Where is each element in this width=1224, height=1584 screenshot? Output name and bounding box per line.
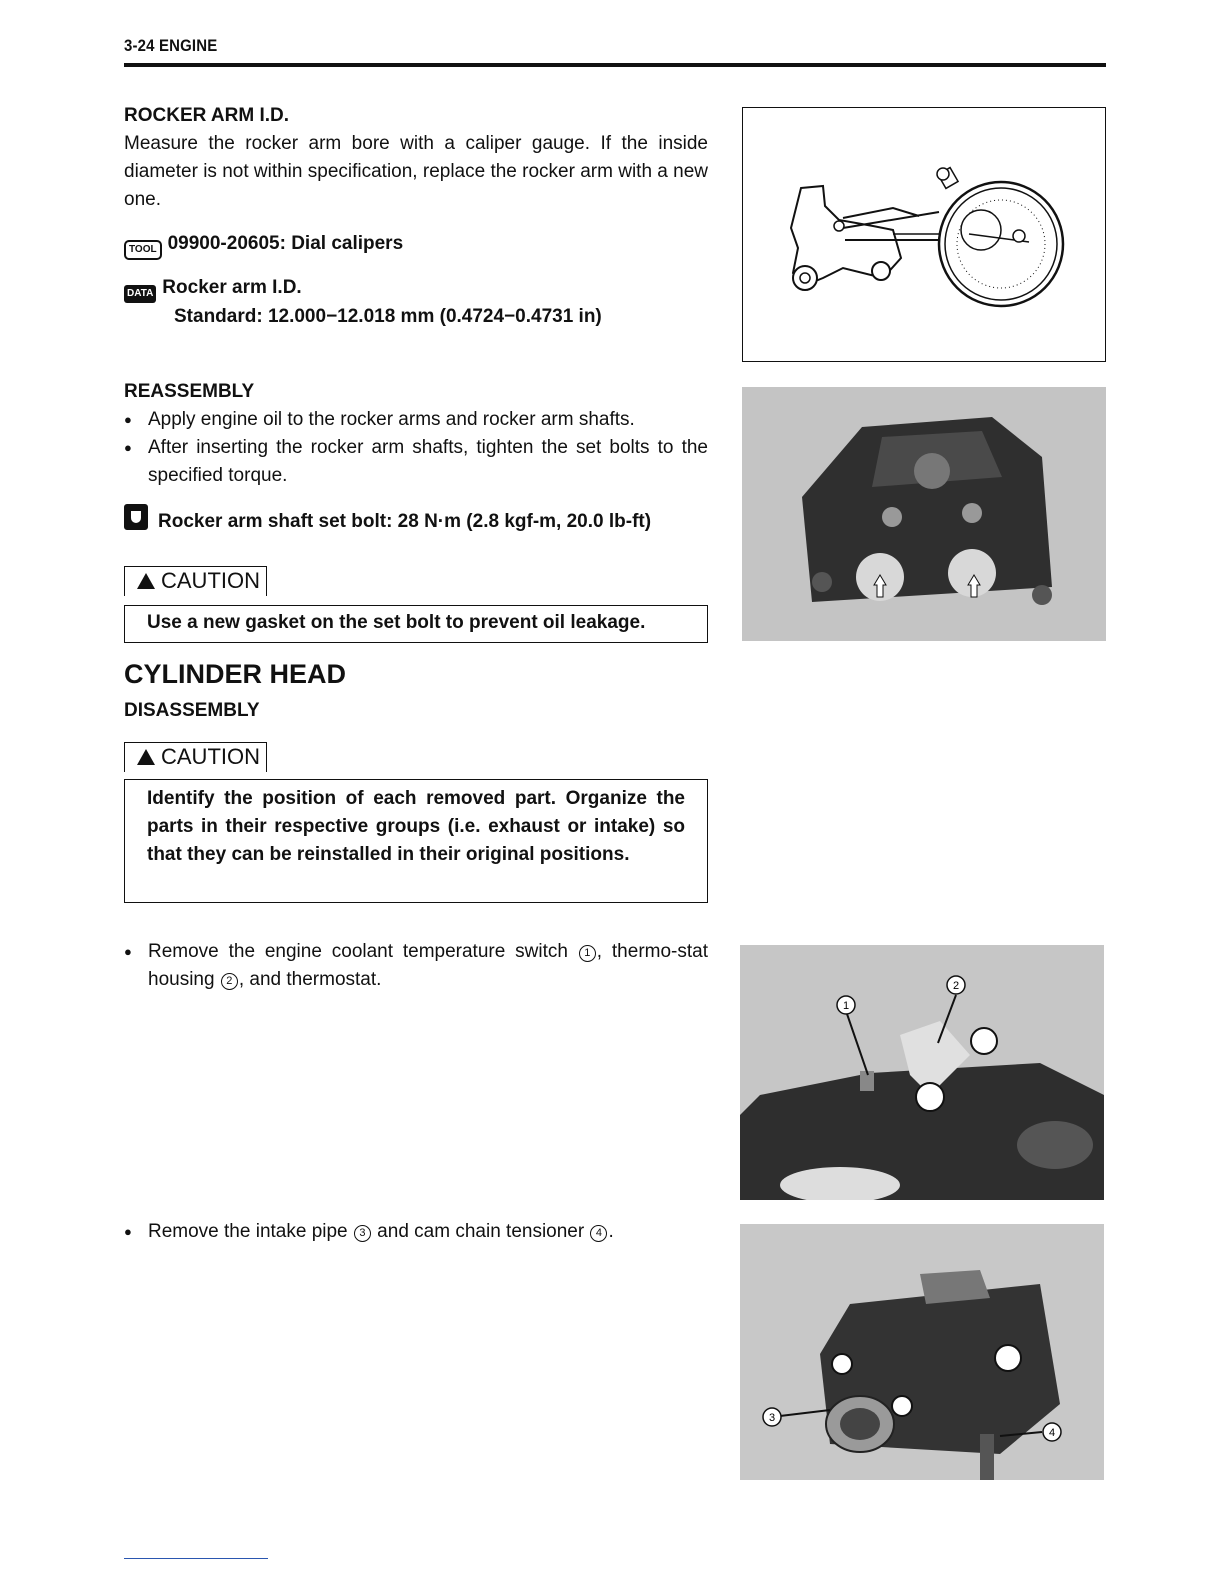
rocker-arm-section (124, 104, 708, 331)
header-rule (124, 63, 1106, 67)
intake-pipe-photo (740, 1224, 1104, 1480)
torque-text: Rocker arm shaft set bolt: 28 N·m (2.8 kgf-m, 20.0 lb-ft) (158, 511, 652, 532)
caution-label-2 (124, 742, 267, 772)
callout-3: 3 (354, 1225, 371, 1242)
warning-icon (137, 573, 155, 589)
torque-line (124, 504, 708, 536)
tool-line (124, 230, 708, 260)
caution-box-1: Use a new gasket on the set bolt to prevent oil leakage. (124, 605, 708, 643)
reassembly-heading: REASSEMBLY (124, 381, 255, 402)
step-2 (124, 1218, 708, 1246)
caution-label-text: CAUTION (161, 568, 260, 593)
step-1 (124, 938, 708, 994)
disassembly-heading: DISASSEMBLY (124, 700, 260, 721)
torque-wrench-icon (124, 504, 148, 530)
caution-box-2: Identify the position of each removed part. Organize the parts in their respective groups (i.e. exhaust or intake) so that they can be reinstalled in their original positions. (124, 779, 708, 903)
warning-icon (137, 749, 155, 765)
thermostat-housing-photo (740, 945, 1104, 1200)
reassembly-section (124, 380, 708, 536)
step-1-text: ● Remove the engine coolant temperature switch 1 , thermo-stat housing 2 , and thermostat. (124, 938, 708, 994)
data-line (124, 274, 708, 303)
caution-label-1 (124, 566, 267, 596)
spec-title: Rocker arm I.D. (162, 277, 302, 298)
callout-4: 4 (590, 1225, 607, 1242)
callout-1: 1 (579, 945, 596, 962)
caution-label-text: CAUTION (161, 744, 260, 769)
page-header: 3-24 ENGINE (124, 36, 218, 55)
data-icon: DATA (124, 285, 156, 303)
tool-text: 09900-20605: Dial calipers (167, 233, 404, 254)
cylinder-head-heading: CYLINDER HEAD (124, 659, 347, 689)
reassembly-bullet-1: ● Apply engine oil to the rocker arms and rocker arm shafts. (124, 406, 708, 434)
reassembly-bullet-2: ● After inserting the rocker arm shafts, tighten the set bolts to the specified torque. (124, 434, 708, 490)
rocker-arm-heading: ROCKER ARM I.D. (124, 105, 290, 126)
figure-callout-2: 2 (952, 980, 960, 992)
dial-caliper-figure (742, 107, 1106, 362)
figure-callout-3: 3 (768, 1412, 776, 1424)
spec-value: Standard: 12.000−12.018 mm (0.4724−0.4731 in) (174, 306, 602, 327)
step-2-text: ● Remove the intake pipe 3 and cam chain tensioner 4 . (124, 1218, 708, 1246)
cylinder-head-section (124, 658, 708, 723)
callout-2: 2 (221, 973, 238, 990)
figure-callout-1: 1 (842, 1000, 850, 1012)
rocker-arm-paragraph: Measure the rocker arm bore with a caliper gauge. If the inside diameter is not within specification, replace the rocker arm with a new one. (124, 133, 708, 210)
footnote-rule (124, 1558, 268, 1559)
tool-icon: TOOL (124, 240, 162, 260)
figure-callout-4: 4 (1048, 1427, 1056, 1439)
cylinder-head-photo-1 (742, 387, 1106, 641)
